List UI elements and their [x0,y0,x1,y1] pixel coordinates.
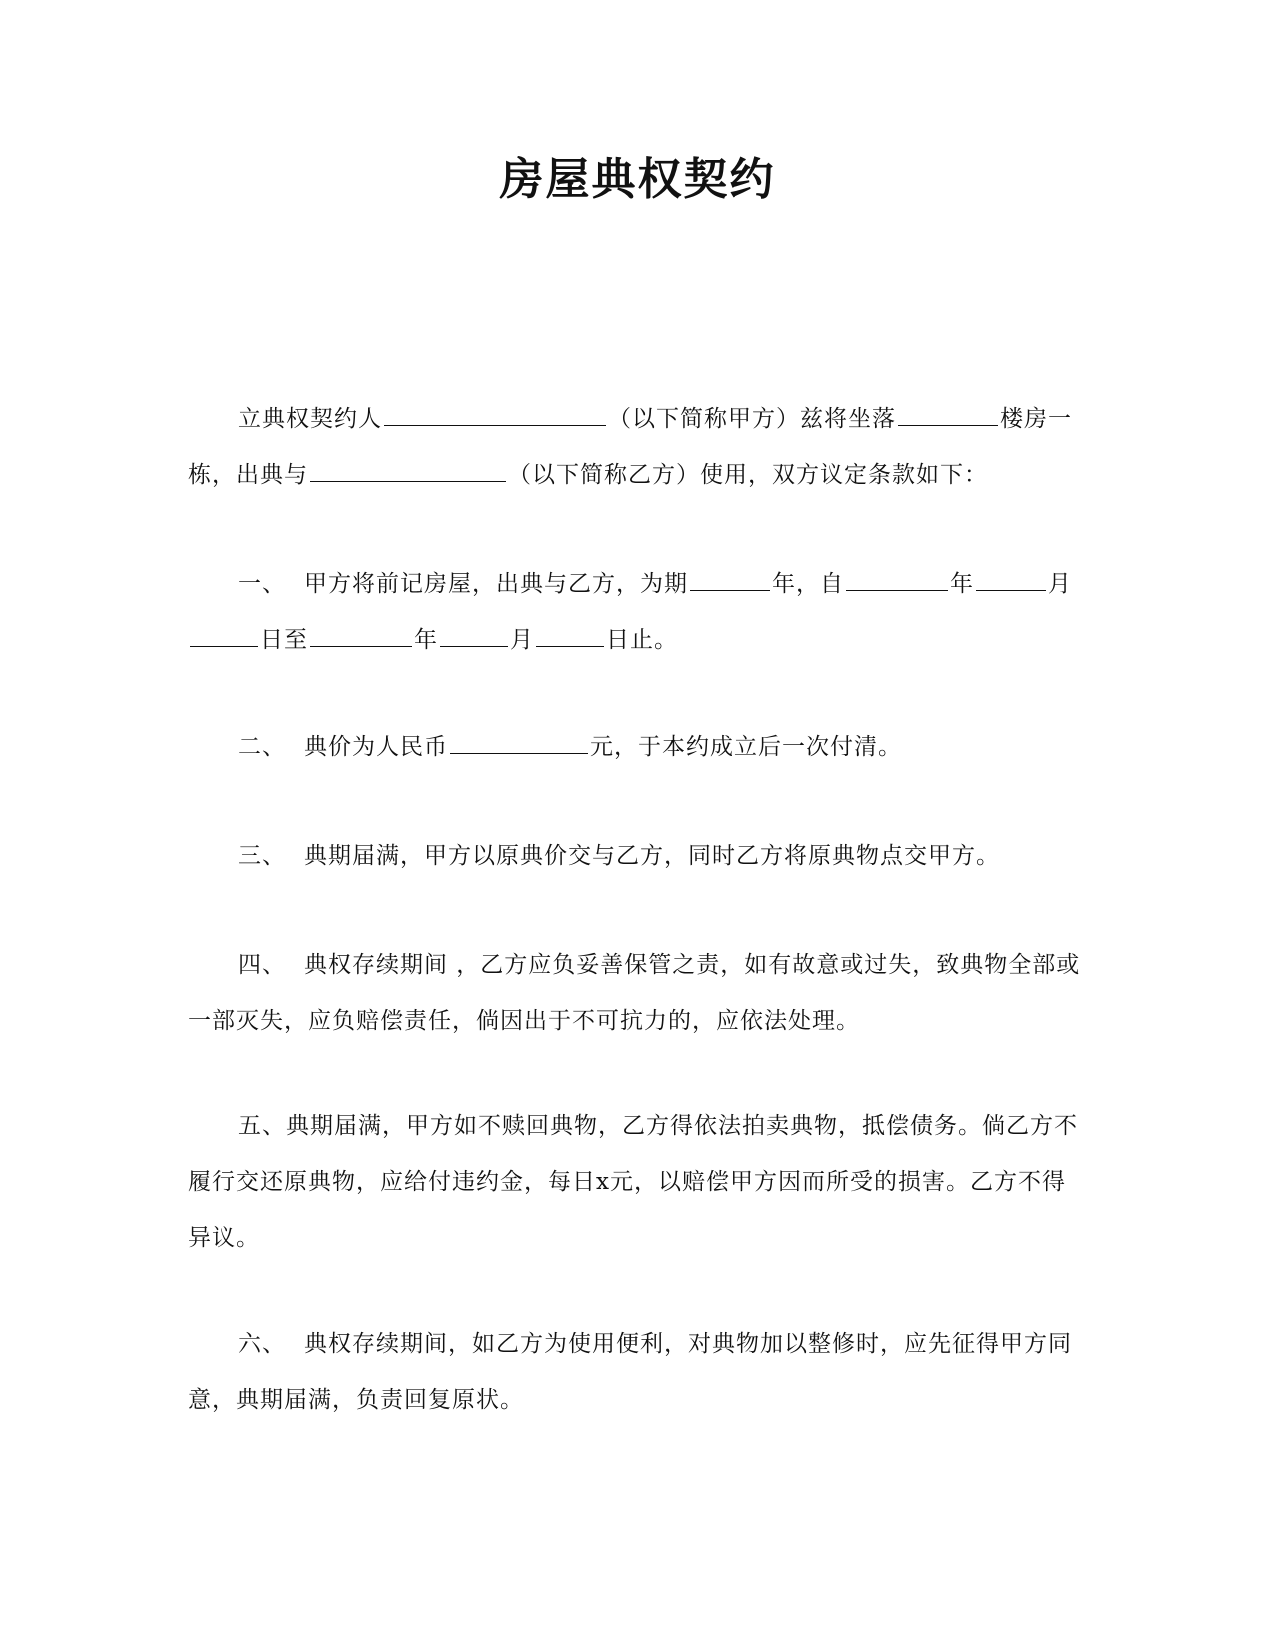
intro-paragraph [188,391,1088,503]
clause-4-text: 典权存续期间 ，乙方应负妥善保管之责，如有故意或过失，致典物全部或一部灭失，应负赔偿责任，倘因出于不可抗力的，应依法处理。 [188,952,1081,1034]
location-blank [898,401,998,426]
clause-1-text-4: 月 [1048,571,1072,597]
clause-1-text-3: 年 [950,571,974,597]
price-blank [450,729,588,754]
clause-1-text-1: 甲方将前记房屋，出典与乙方，为期 [304,571,688,597]
clause-1-text-8: 日止。 [606,627,678,653]
clause-1-text-5: 日至 [260,627,308,653]
clause-6-number: 六、 [238,1331,286,1357]
intro-text-3: 楼房 [1000,406,1048,432]
clause-4-number: 四、 [238,952,286,978]
clause-2-text-1: 典价为人民币 [304,734,448,760]
start-day-blank [190,622,258,647]
clause-3-number: 三、 [238,843,286,869]
clause-4 [188,937,1088,1049]
end-day-blank [536,622,604,647]
intro-text-1: 立典权契约人 [238,406,382,432]
start-year-blank [846,566,948,591]
term-years-blank [690,566,770,591]
document-title: 房屋典权契约 [499,154,776,205]
intro-text-5: （以下简称乙方）使用，双方议定条款如下： [508,462,988,488]
clause-6 [188,1316,1088,1428]
party-a-name-blank [384,401,606,426]
start-month-blank [976,566,1046,591]
clause-1-number: 一、 [238,571,286,597]
intro-text-4: 一栋，出典与 [188,406,1072,488]
clause-1-text-2: 年，自 [772,571,844,597]
clause-1-text-7: 月 [510,627,534,653]
clause-2-text-2: 元，于本约成立后一次付清。 [590,734,902,760]
clause-3-text: 典期届满，甲方以原典价交与乙方，同时乙方将原典物点交甲方。 [304,843,1000,869]
party-b-name-blank [310,457,506,482]
intro-text-2: （以下简称甲方）兹将坐落 [608,406,896,432]
clause-3 [188,828,1088,884]
clause-1-text-6: 年 [414,627,438,653]
clause-2-number: 二、 [238,734,286,760]
end-year-blank [310,622,412,647]
clause-5-text: 典期届满，甲方如不赎回典物，乙方得依法拍卖典物，抵偿债务。倘乙方不履行交还原典物，应给付违约金，每日x元，以赔偿甲方因而所受的损害。乙方不得异议。 [188,1113,1078,1251]
clause-5-number: 五、 [238,1113,286,1139]
clause-2 [188,719,1088,775]
clause-6-text: 典权存续期间，如乙方为使用便利，对典物加以整修时，应先征得甲方同意，典期届满，负责回复原状。 [188,1331,1072,1413]
clause-1 [188,556,1088,668]
clause-5 [188,1098,1088,1266]
end-month-blank [440,622,508,647]
